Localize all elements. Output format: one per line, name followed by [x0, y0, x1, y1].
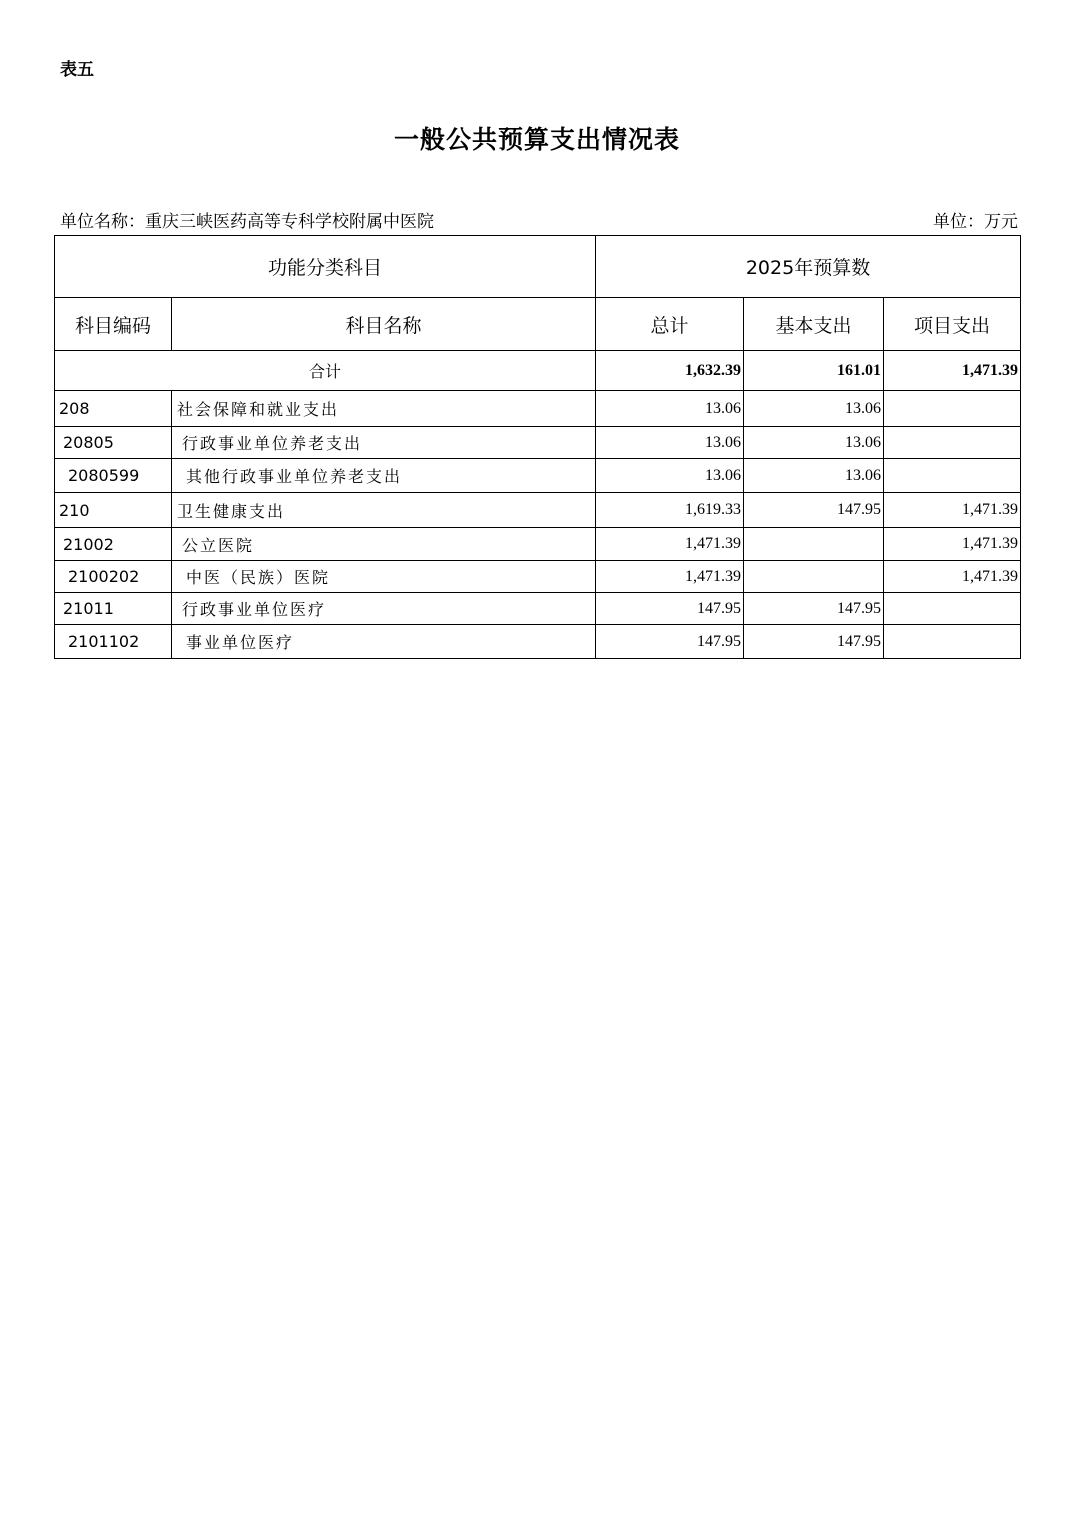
- row-total: 1,471.39: [596, 561, 744, 593]
- row-total: 147.95: [596, 625, 744, 659]
- row-name: 公立医院: [172, 528, 596, 561]
- row-basic: 13.06: [744, 459, 884, 493]
- row-name: 事业单位医疗: [172, 625, 596, 659]
- row-name: 其他行政事业单位养老支出: [172, 459, 596, 493]
- row-project: [884, 459, 1021, 493]
- total-label: 合计: [55, 351, 596, 391]
- row-basic: [744, 528, 884, 561]
- table-row: [55, 561, 1021, 593]
- row-project: [884, 427, 1021, 459]
- row-project: 1,471.39: [884, 493, 1021, 528]
- row-code: 2101102: [55, 625, 172, 659]
- row-name: 社会保障和就业支出: [172, 391, 596, 427]
- row-project: 1,471.39: [884, 561, 1021, 593]
- header-basic: 基本支出: [744, 298, 884, 351]
- unit-info: [60, 207, 1018, 232]
- row-project: 1,471.39: [884, 528, 1021, 561]
- row-code: 2080599: [55, 459, 172, 493]
- row-project: [884, 593, 1021, 625]
- row-project: [884, 391, 1021, 427]
- total-row: [55, 351, 1021, 391]
- row-total: 13.06: [596, 427, 744, 459]
- row-total: 13.06: [596, 391, 744, 427]
- row-name: 卫生健康支出: [172, 493, 596, 528]
- row-basic: 147.95: [744, 493, 884, 528]
- table-row: [55, 427, 1021, 459]
- row-code: 21011: [55, 593, 172, 625]
- total-total: 1,632.39: [596, 351, 744, 391]
- row-basic: 13.06: [744, 391, 884, 427]
- table-row: [55, 391, 1021, 427]
- row-total: 13.06: [596, 459, 744, 493]
- table-row: [55, 528, 1021, 561]
- header-name: 科目名称: [172, 298, 596, 351]
- row-code: 208: [55, 391, 172, 427]
- budget-table: [54, 235, 1021, 659]
- header-total: 总计: [596, 298, 744, 351]
- total-project: 1,471.39: [884, 351, 1021, 391]
- header-code: 科目编码: [55, 298, 172, 351]
- unit-measure: 单位：万元: [933, 212, 1018, 232]
- row-basic: [744, 561, 884, 593]
- row-basic: 13.06: [744, 427, 884, 459]
- row-name: 行政事业单位养老支出: [172, 427, 596, 459]
- row-name: 中医（民族）医院: [172, 561, 596, 593]
- total-basic: 161.01: [744, 351, 884, 391]
- table-row: [55, 459, 1021, 493]
- unit-name: 单位名称：重庆三峡医药高等专科学校附属中医院: [60, 212, 434, 232]
- row-total: 147.95: [596, 593, 744, 625]
- row-basic: 147.95: [744, 625, 884, 659]
- header-group-budget: 2025年预算数: [596, 236, 1021, 298]
- page-title: 一般公共预算支出情况表: [393, 125, 680, 154]
- table-tag: 表五: [60, 60, 94, 80]
- row-code: 21002: [55, 528, 172, 561]
- row-project: [884, 625, 1021, 659]
- row-code: 210: [55, 493, 172, 528]
- row-basic: 147.95: [744, 593, 884, 625]
- header-project: 项目支出: [884, 298, 1021, 351]
- header-group-function: 功能分类科目: [55, 236, 596, 298]
- row-total: 1,471.39: [596, 528, 744, 561]
- table-row: [55, 593, 1021, 625]
- row-code: 2100202: [55, 561, 172, 593]
- table-row: [55, 493, 1021, 528]
- row-name: 行政事业单位医疗: [172, 593, 596, 625]
- row-code: 20805: [55, 427, 172, 459]
- table-row: [55, 625, 1021, 659]
- row-total: 1,619.33: [596, 493, 744, 528]
